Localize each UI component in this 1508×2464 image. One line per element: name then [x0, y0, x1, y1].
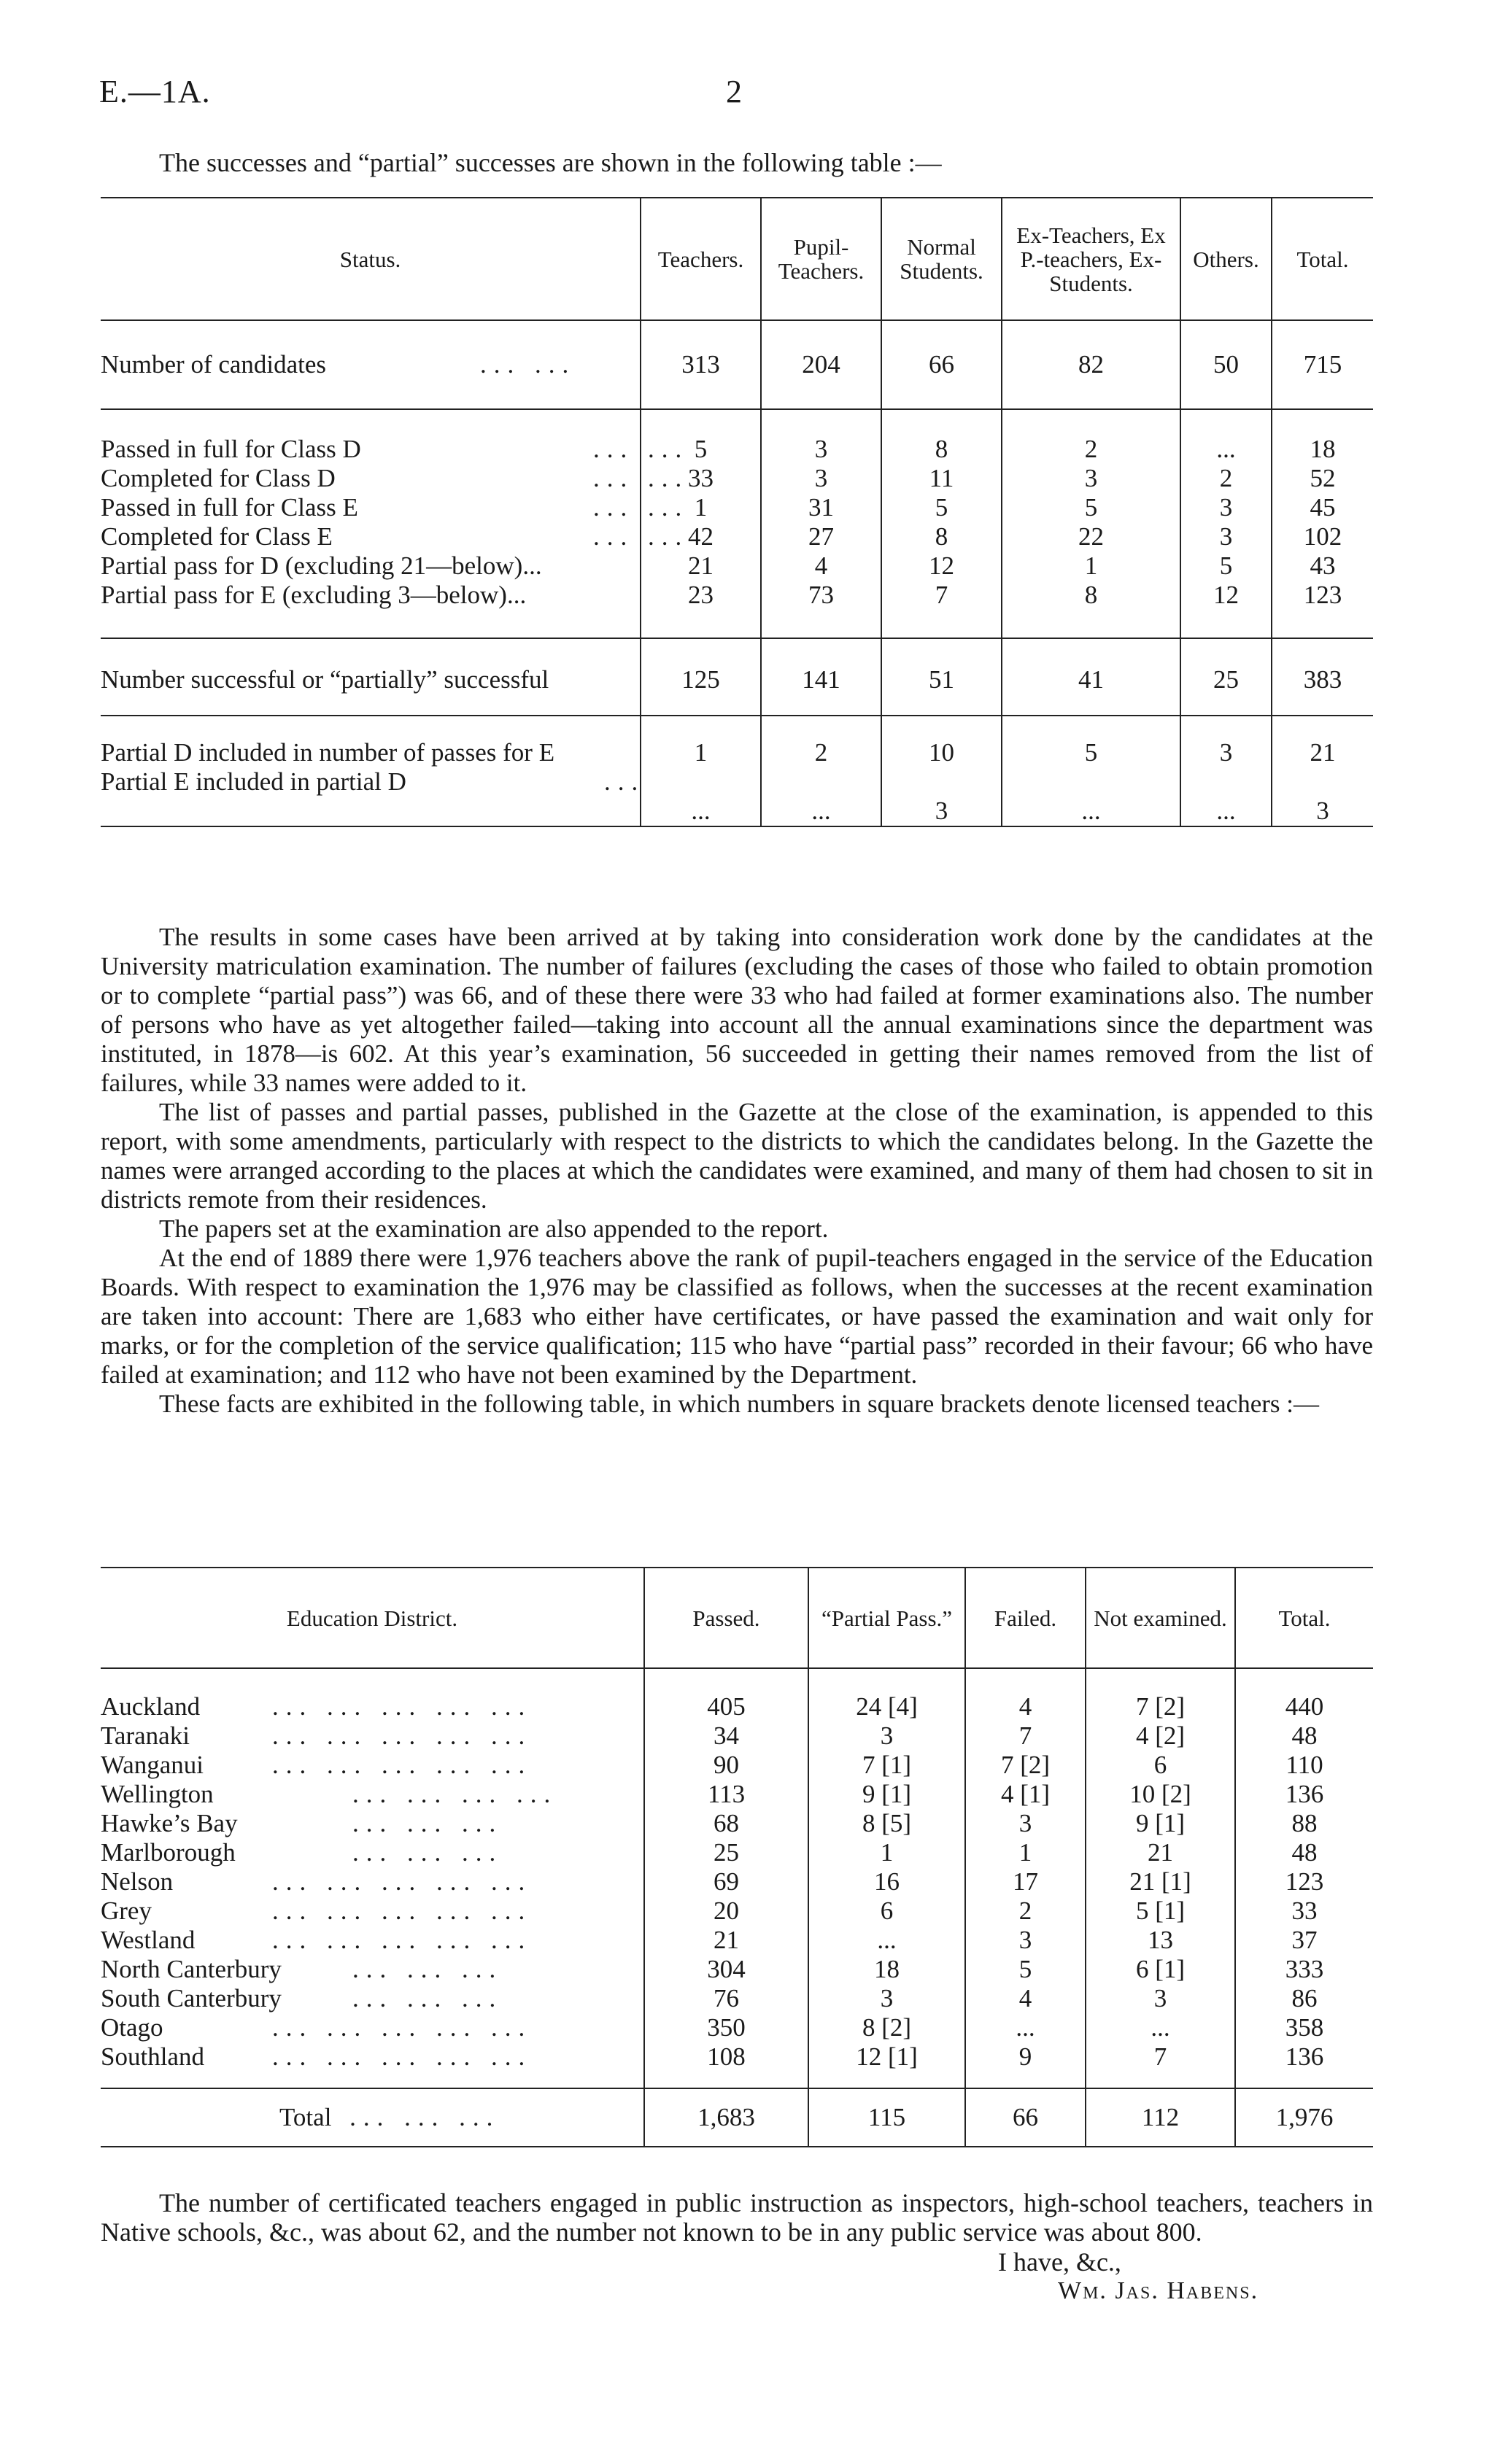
- table-cell: 31: [808, 493, 834, 522]
- table-cell: 12: [1213, 581, 1239, 609]
- col-header-status: Status.: [101, 198, 641, 320]
- table-row: Taranaki ... ... ... ... ...: [101, 1721, 533, 1750]
- table-cell: 21: [688, 551, 714, 580]
- table-cell: 66: [965, 2088, 1086, 2147]
- table-cell: 7 [2]: [1000, 1751, 1051, 1779]
- col-header-pupil-teachers: Pupil-Teachers.: [761, 198, 881, 320]
- col-header-district: Education District.: [101, 1568, 644, 1668]
- table-cell: 33: [688, 464, 714, 492]
- paragraph: The papers set at the examination are also appended to the report.: [159, 1214, 829, 1243]
- table-header-row: [101, 1568, 1373, 1668]
- table-cell: 113: [707, 1780, 746, 1808]
- col-header-normal-students: Normal Students.: [881, 198, 1002, 320]
- table-cell: 43: [1310, 551, 1336, 580]
- candidates-row: [101, 320, 1373, 409]
- paragraph: The list of passes and partial passes, published in the Gazette at the close of the examination, is appended to this report, with some amendments, particularly with respect to the districts to which the candidates belong. In the Gazette the names were arranged according to the places at which the candidates were examined, and many of them had chosen to sit in districts remote from their residences.: [101, 1098, 1373, 1214]
- table-row: Marlborough ... ... ...: [101, 1838, 503, 1867]
- row-label: Partial pass for E (excluding 3—below)...: [101, 581, 527, 609]
- row-label: Partial E included in partial D ...: [101, 767, 646, 796]
- table-cell: 3: [814, 464, 828, 492]
- table-cell: 5: [1219, 551, 1233, 580]
- leader-dots: ... ...: [480, 350, 576, 379]
- row-label: Number of candidates: [101, 350, 327, 379]
- col-header-passed: Passed.: [644, 1568, 808, 1668]
- table-cell: 1,976: [1235, 2088, 1373, 2147]
- table-cell: 5 [1]: [1135, 1897, 1186, 1925]
- table-cell: 2: [1219, 464, 1233, 492]
- table-cell: 23: [688, 581, 714, 609]
- table-cell: 4: [1018, 1692, 1032, 1721]
- page-number: 2: [726, 74, 742, 109]
- col-header-total: Total.: [1235, 1568, 1373, 1668]
- table-cell: 3: [880, 1984, 894, 2012]
- table-cell: 1: [880, 1838, 894, 1867]
- table-cell: 12 [1]: [856, 2042, 918, 2071]
- table-cell: 50: [1180, 320, 1272, 409]
- table-cell: 1: [1084, 551, 1098, 580]
- table-cell: 73: [808, 581, 834, 609]
- table-cell: 136: [1285, 2042, 1324, 2071]
- table-cell: 4 [2]: [1135, 1721, 1186, 1750]
- table-cell: 110: [1285, 1751, 1323, 1779]
- table-cell: 2: [1018, 1897, 1032, 1925]
- signature-name: Wm. Jas. Habens.: [1058, 2277, 1259, 2304]
- table-cell: 41: [1002, 638, 1180, 716]
- col-header-ex-teachers: Ex-Teachers, Ex P.-teachers, Ex-Students.: [1002, 198, 1180, 320]
- table-cell: 6: [1153, 1751, 1167, 1779]
- total-row: [101, 2088, 1373, 2147]
- row-label: Partial pass for D (excluding 21—below)...: [101, 551, 542, 580]
- table-cell: 3: [1219, 738, 1233, 767]
- table-cell: 3: [935, 797, 948, 825]
- table-row: Westland ... ... ... ... ...: [101, 1926, 533, 1954]
- table-cell: 405: [707, 1692, 746, 1721]
- intro-sentence: The successes and “partial” successes are shown in the following table :—: [159, 148, 942, 177]
- table-cell: 141: [761, 638, 881, 716]
- table-cell: 34: [714, 1721, 739, 1750]
- table-cell: ...: [1216, 435, 1236, 463]
- col-header-failed: Failed.: [965, 1568, 1086, 1668]
- table-cell: 82: [1002, 320, 1180, 409]
- table-cell: ...: [1216, 797, 1236, 825]
- table-cell: 86: [1291, 1984, 1318, 2012]
- table-cell: 123: [1285, 1867, 1324, 1896]
- row-label: Completed for Class D ... ...: [101, 464, 689, 492]
- table-cell: ...: [691, 797, 711, 825]
- table-cell: 12: [929, 551, 954, 580]
- paragraph: At the end of 1889 there were 1,976 teachers above the rank of pupil-teachers engaged in the service of the Education Boards. With respect to examination the 1,976 may be classified as follows, when the successes at the recent examination are taken into account: There are 1,683 who either have certificates, or have passed the examination and wait only for marks, or for the completion of the service qualification; 115 who have “partial pass” recorded in their favour; 66 who have failed at examination; and 112 who have not been examined by the Department.: [101, 1244, 1373, 1389]
- table-cell: 5: [1084, 493, 1098, 522]
- col-header-partial-pass: “Partial Pass.”: [808, 1568, 965, 1668]
- table-cell: 42: [688, 522, 714, 551]
- table-cell: 24 [4]: [856, 1692, 918, 1721]
- table-cell: 45: [1310, 493, 1336, 522]
- passes-block: [101, 409, 1373, 638]
- total-label: Total: [279, 2103, 332, 2131]
- document-reference: E.—1A.: [99, 74, 211, 109]
- table-cell: 7: [1018, 1721, 1032, 1750]
- table-cell: 18: [874, 1955, 900, 1983]
- table-cell: 383: [1272, 638, 1373, 716]
- table-row: Otago ... ... ... ... ...: [101, 2013, 533, 2042]
- table-cell: 22: [1078, 522, 1104, 551]
- table-cell: 8 [5]: [862, 1809, 912, 1837]
- paragraph: The results in some cases have been arrived at by taking into consideration work done by the candidates at the University matriculation examination. The number of failures (excluding the cases of those who failed to obtain promotion or to complete “partial pass”) was 66, and of these there were 33 who had failed at former examinations also. The number of persons who have as yet altogether failed—taking into account all the annual examinations since the department was instituted, in 1878—is 602. At this year’s examination, 56 succeeded in getting their names removed from the list of failures, while 33 names were added to it.: [101, 923, 1373, 1097]
- col-header-total: Total.: [1272, 198, 1373, 320]
- table-cell: 1,683: [644, 2088, 808, 2147]
- table-cell: ...: [1081, 797, 1101, 825]
- table-cell: 25: [1180, 638, 1272, 716]
- table-cell: 4 [1]: [1000, 1780, 1051, 1808]
- table-cell: 8: [935, 435, 948, 463]
- table-cell: 4: [814, 551, 828, 580]
- table-cell: 125: [641, 638, 761, 716]
- successful-row: [101, 638, 1373, 716]
- table-cell: 3: [880, 1721, 894, 1750]
- table-cell: 9: [1018, 2042, 1032, 2071]
- table-cell: 52: [1310, 464, 1336, 492]
- table-cell: 3: [1018, 1809, 1032, 1837]
- table-cell: 3: [1084, 464, 1098, 492]
- table-cell: 3: [1153, 1984, 1167, 2012]
- table-cell: 27: [808, 522, 834, 551]
- table-cell: 21: [714, 1926, 739, 1954]
- table-cell: 115: [808, 2088, 965, 2147]
- table-cell: ...: [811, 797, 831, 825]
- table-cell: 9 [1]: [1135, 1809, 1186, 1837]
- table-row: South Canterbury ... ... ...: [101, 1984, 503, 2012]
- table-cell: 1: [694, 493, 708, 522]
- table-cell: 11: [929, 464, 954, 492]
- table-row: Nelson ... ... ... ... ...: [101, 1867, 533, 1896]
- table-cell: 21 [1]: [1129, 1867, 1191, 1896]
- table-cell: 204: [761, 320, 881, 409]
- table-cell: 48: [1291, 1838, 1318, 1867]
- table-cell: 8: [1084, 581, 1098, 609]
- table-cell: 7: [935, 581, 948, 609]
- table-row: Wanganui ... ... ... ... ...: [101, 1751, 533, 1779]
- table-cell: 8: [935, 522, 948, 551]
- table-cell: 88: [1291, 1809, 1318, 1837]
- table-cell: 21: [1310, 738, 1336, 767]
- table-row: Wellington ... ... ... ...: [101, 1780, 558, 1808]
- table-row: Auckland ... ... ... ... ...: [101, 1692, 533, 1721]
- table-cell: 3: [1219, 522, 1233, 551]
- table-cell: ...: [1151, 2013, 1170, 2042]
- district-rows: [101, 1668, 1373, 2088]
- table-cell: 10: [929, 738, 954, 767]
- table-cell: 90: [714, 1751, 739, 1779]
- table-cell: 69: [714, 1867, 739, 1896]
- table-cell: 5: [1084, 738, 1098, 767]
- table-cell: 37: [1291, 1926, 1318, 1954]
- table-cell: 7 [1]: [862, 1751, 912, 1779]
- row-label: Passed in full for Class D ... ...: [101, 435, 689, 463]
- table-cell: 715: [1272, 320, 1373, 409]
- table-cell: 17: [1013, 1867, 1038, 1896]
- table-cell: 8 [2]: [862, 2013, 912, 2042]
- closing-paragraph: The number of certificated teachers engaged in public instruction as inspectors, high-school teachers, teachers in Native schools, &c., was about 62, and the number not known to be in any public service was about 800.: [101, 2188, 1373, 2247]
- body-text: [101, 923, 1373, 1419]
- table-cell: 10 [2]: [1129, 1780, 1191, 1808]
- table-cell: 18: [1310, 435, 1336, 463]
- table-cell: 3: [1018, 1926, 1032, 1954]
- table-cell: 5: [1018, 1955, 1032, 1983]
- row-label: Partial D included in number of passes for E: [101, 738, 555, 767]
- table-cell: 66: [881, 320, 1002, 409]
- col-header-teachers: Teachers.: [641, 198, 761, 320]
- table-cell: 350: [707, 2013, 746, 2042]
- table-cell: 51: [881, 638, 1002, 716]
- table-cell: 136: [1285, 1780, 1324, 1808]
- table-cell: 1: [694, 738, 708, 767]
- partials-block: [101, 716, 1373, 826]
- table-cell: 20: [714, 1897, 739, 1925]
- table-row: North Canterbury ... ... ...: [101, 1955, 503, 1983]
- signoff-greeting: I have, &c.,: [998, 2247, 1121, 2277]
- table-cell: 6 [1]: [1135, 1955, 1186, 1983]
- row-label: Passed in full for Class E ... ...: [101, 493, 689, 522]
- table-cell: 5: [935, 493, 948, 522]
- table-row: Grey ... ... ... ... ...: [101, 1897, 533, 1925]
- col-header-others: Others.: [1180, 198, 1272, 320]
- paragraph: These facts are exhibited in the following table, in which numbers in square brackets denote licensed teachers :—: [159, 1390, 1320, 1418]
- table-row: Southland ... ... ... ... ...: [101, 2042, 533, 2071]
- table-cell: 102: [1303, 522, 1342, 551]
- table-cell: 25: [714, 1838, 739, 1867]
- table-row: Hawke’s Bay ... ... ...: [101, 1809, 503, 1837]
- table-cell: 112: [1086, 2088, 1235, 2147]
- table-cell: 3: [1219, 493, 1233, 522]
- table-header-row: [101, 198, 1373, 320]
- table-cell: 313: [641, 320, 761, 409]
- table-cell: 304: [707, 1955, 746, 1983]
- table-cell: 123: [1303, 581, 1342, 609]
- table-cell: 33: [1291, 1897, 1318, 1925]
- table-cell: 7 [2]: [1135, 1692, 1186, 1721]
- col-header-not-examined: Not examined.: [1086, 1568, 1235, 1668]
- successes-table: [101, 197, 1373, 827]
- table-cell: 1: [1018, 1838, 1032, 1867]
- table-cell: 13: [1148, 1926, 1173, 1954]
- table-cell: ...: [877, 1926, 897, 1954]
- leader-dots: ... ... ...: [349, 2103, 500, 2131]
- table-cell: 358: [1285, 2013, 1324, 2042]
- table-cell: 333: [1285, 1955, 1324, 1983]
- table-cell: 9 [1]: [862, 1780, 912, 1808]
- table-cell: 4: [1018, 1984, 1032, 2012]
- table-cell: 68: [714, 1809, 739, 1837]
- district-table: [101, 1567, 1373, 2147]
- table-cell: 440: [1285, 1692, 1324, 1721]
- table-cell: 76: [714, 1984, 739, 2012]
- table-cell: 16: [874, 1867, 900, 1896]
- table-cell: 3: [1316, 797, 1329, 825]
- table-cell: 21: [1148, 1838, 1173, 1867]
- table-cell: 3: [814, 435, 828, 463]
- table-cell: ...: [1016, 2013, 1035, 2042]
- row-label: Number successful or “partially” successful: [101, 638, 641, 716]
- row-label: Completed for Class E ... ...: [101, 522, 689, 551]
- table-cell: 2: [814, 738, 828, 767]
- table-cell: 48: [1291, 1721, 1318, 1750]
- table-cell: 108: [707, 2042, 746, 2071]
- table-cell: 5: [694, 435, 708, 463]
- table-cell: 6: [880, 1897, 894, 1925]
- table-cell: 7: [1153, 2042, 1167, 2071]
- table-cell: 2: [1084, 435, 1098, 463]
